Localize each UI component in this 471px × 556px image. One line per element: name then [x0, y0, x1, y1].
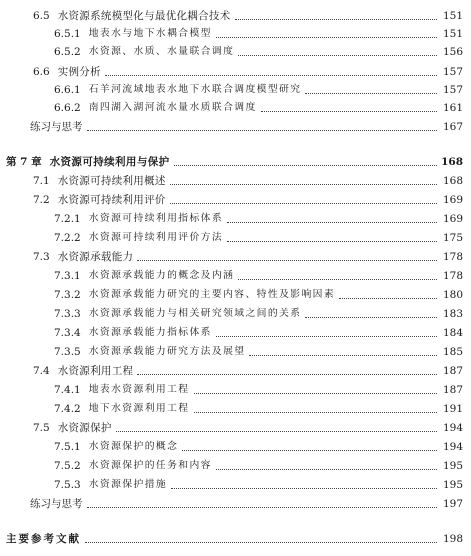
dot-leader [171, 487, 437, 489]
section-title: 水资源可持续利用概述 [57, 175, 166, 187]
page-number: 185 [442, 346, 463, 358]
page-number: 197 [442, 498, 463, 510]
dot-leader [227, 221, 437, 223]
dot-leader [339, 297, 437, 299]
section-title: 地下水资源利用工程 [88, 403, 190, 414]
section-number: 7.2.2 [54, 232, 81, 244]
section-title: 水资源保护 [57, 422, 112, 434]
section-title: 水资源承载能力的概念及内涵 [88, 270, 235, 281]
dot-leader [116, 430, 437, 432]
toc-entry-references[interactable] [0, 530, 471, 548]
section-title: 水资源保护的概念 [88, 441, 179, 452]
section-number: 6.5.1 [54, 28, 81, 40]
dot-leader [305, 316, 437, 318]
section-number: 7.3.5 [54, 346, 81, 358]
dot-leader [170, 202, 437, 204]
toc-entry-7-2[interactable] [0, 191, 471, 209]
chapter-title: 水资源可持续利用与保护 [49, 156, 170, 168]
toc-entry-7-3-2[interactable] [0, 286, 471, 304]
dot-leader [238, 54, 437, 56]
toc-entry-7-4[interactable] [0, 362, 471, 380]
section-title: 地表水资源利用工程 [88, 384, 190, 395]
section-title: 水资源利用工程 [57, 365, 134, 377]
section-number: 7.5.2 [54, 460, 81, 472]
section-title: 水资源承载能力与相关研究领域之间的关系 [88, 308, 302, 319]
section-title: 主要参考文献 [6, 533, 81, 545]
page-number: 191 [442, 403, 463, 415]
page-number: 195 [442, 460, 463, 472]
dot-leader [305, 92, 437, 94]
dot-leader [105, 74, 437, 76]
section-number: 7.3 [33, 251, 50, 263]
section-number: 7.1 [33, 175, 50, 187]
dot-leader [194, 392, 438, 394]
toc-entry-7-2-1[interactable] [0, 210, 471, 228]
page-number: 180 [442, 289, 463, 301]
page-number: 151 [442, 10, 463, 22]
toc-entry-7-4-1[interactable] [0, 381, 471, 399]
toc-entry-6-6[interactable] [0, 63, 471, 81]
section-number: 7.3.4 [54, 327, 81, 339]
section-title: 练习与思考 [30, 498, 83, 510]
page-number: 178 [442, 251, 463, 263]
toc-entry-7-5-1[interactable] [0, 438, 471, 456]
toc-entry-7-1[interactable] [0, 172, 471, 190]
section-title: 水资源承载能力研究的主要内容、特性及影响因素 [88, 289, 336, 300]
toc-entry-6-6-2[interactable] [0, 99, 471, 117]
dot-leader [216, 335, 437, 337]
toc-entry-6-5-2[interactable] [0, 43, 471, 61]
toc-entry-exercises-ch7[interactable] [0, 495, 471, 513]
page-number: 198 [442, 533, 463, 545]
toc-entry-7-3-3[interactable] [0, 305, 471, 323]
section-title: 水资源、水质、水量联合调度 [88, 46, 235, 57]
toc-entry-chapter-7[interactable] [0, 153, 471, 171]
page-number: 169 [442, 213, 463, 225]
dot-leader [194, 411, 438, 413]
page-number: 157 [442, 84, 463, 96]
page-number: 194 [442, 441, 463, 453]
dot-leader [85, 541, 437, 543]
dot-leader [227, 240, 437, 242]
toc-entry-7-5[interactable] [0, 419, 471, 437]
page-number: 178 [442, 270, 463, 282]
section-number: 7.2.1 [54, 213, 81, 225]
section-number: 6.5.2 [54, 46, 81, 58]
section-title: 水资源保护措施 [88, 479, 168, 490]
dot-leader [182, 449, 437, 451]
page-number: 168 [442, 175, 463, 187]
section-number: 7.3.3 [54, 308, 81, 320]
dot-leader [249, 354, 437, 356]
dot-leader [174, 164, 437, 166]
section-number: 7.3.2 [54, 289, 81, 301]
page-number: 187 [442, 365, 463, 377]
section-title: 水资源承载能力指标体系 [88, 327, 212, 338]
section-title: 水资源承载能力 [57, 251, 134, 263]
section-title: 南四湖入湖河流水量水质联合调度 [88, 102, 257, 113]
page-number: 183 [442, 308, 463, 320]
section-number: 7.4.1 [54, 384, 81, 396]
section-title: 石羊河流域地表水地下水联合调度模型研究 [88, 84, 302, 95]
page-number: 187 [442, 384, 463, 396]
toc-entry-7-3-4[interactable] [0, 324, 471, 342]
page-number: 169 [442, 194, 463, 206]
section-number: 6.5 [33, 10, 50, 22]
toc-entry-7-5-3[interactable] [0, 476, 471, 494]
section-number: 6.6.2 [54, 102, 81, 114]
toc-entry-6-5[interactable] [0, 7, 471, 25]
toc-entry-7-3-5[interactable] [0, 343, 471, 361]
page-number: 168 [441, 156, 463, 168]
dot-leader [235, 18, 437, 20]
section-number: 7.5.1 [54, 441, 81, 453]
section-title: 练习与思考 [30, 121, 83, 133]
toc-entry-7-2-2[interactable] [0, 229, 471, 247]
page-number: 161 [442, 102, 463, 114]
section-number: 6.6 [33, 66, 50, 78]
chapter-number: 第 7 章 [6, 156, 42, 168]
section-number: 7.3.1 [54, 270, 81, 282]
dot-leader [170, 183, 437, 185]
dot-leader [216, 36, 437, 38]
toc-entry-7-4-2[interactable] [0, 400, 471, 418]
page-number: 175 [442, 232, 463, 244]
section-title: 水资源保护的任务和内容 [88, 460, 212, 471]
page-number: 157 [442, 66, 463, 78]
dot-leader [137, 259, 437, 261]
toc-entry-6-6-1[interactable] [0, 81, 471, 99]
page-number: 167 [442, 121, 463, 133]
toc-entry-7-3-1[interactable] [0, 267, 471, 285]
toc-entry-7-5-2[interactable] [0, 457, 471, 475]
toc-entry-7-3[interactable] [0, 248, 471, 266]
page-number: 194 [442, 422, 463, 434]
dot-leader [87, 506, 438, 508]
section-title: 水资源可持续利用指标体系 [88, 213, 224, 224]
page-number: 184 [442, 327, 463, 339]
dot-leader [87, 129, 438, 131]
section-number: 7.4.2 [54, 403, 81, 415]
page-number: 195 [442, 479, 463, 491]
toc-entry-exercises-ch6[interactable] [0, 118, 471, 136]
dot-leader [261, 110, 437, 112]
page-number: 156 [442, 46, 463, 58]
section-title: 地表水与地下水耦合模型 [88, 28, 212, 39]
section-title: 水资源系统模型化与最优化耦合技术 [57, 10, 231, 22]
section-title: 实例分析 [57, 66, 101, 78]
section-title: 水资源承载能力研究方法及展望 [88, 346, 246, 357]
dot-leader [238, 278, 437, 280]
dot-leader [137, 373, 437, 375]
section-number: 7.5 [33, 422, 50, 434]
section-number: 7.2 [33, 194, 50, 206]
section-title: 水资源可持续利用评价 [57, 194, 166, 206]
section-title: 水资源可持续利用评价方法 [88, 232, 224, 243]
page-number: 151 [442, 28, 463, 40]
section-number: 6.6.1 [54, 84, 81, 96]
dot-leader [216, 468, 437, 470]
section-number: 7.5.3 [54, 479, 81, 491]
toc-entry-6-5-1[interactable] [0, 25, 471, 43]
section-number: 7.4 [33, 365, 50, 377]
